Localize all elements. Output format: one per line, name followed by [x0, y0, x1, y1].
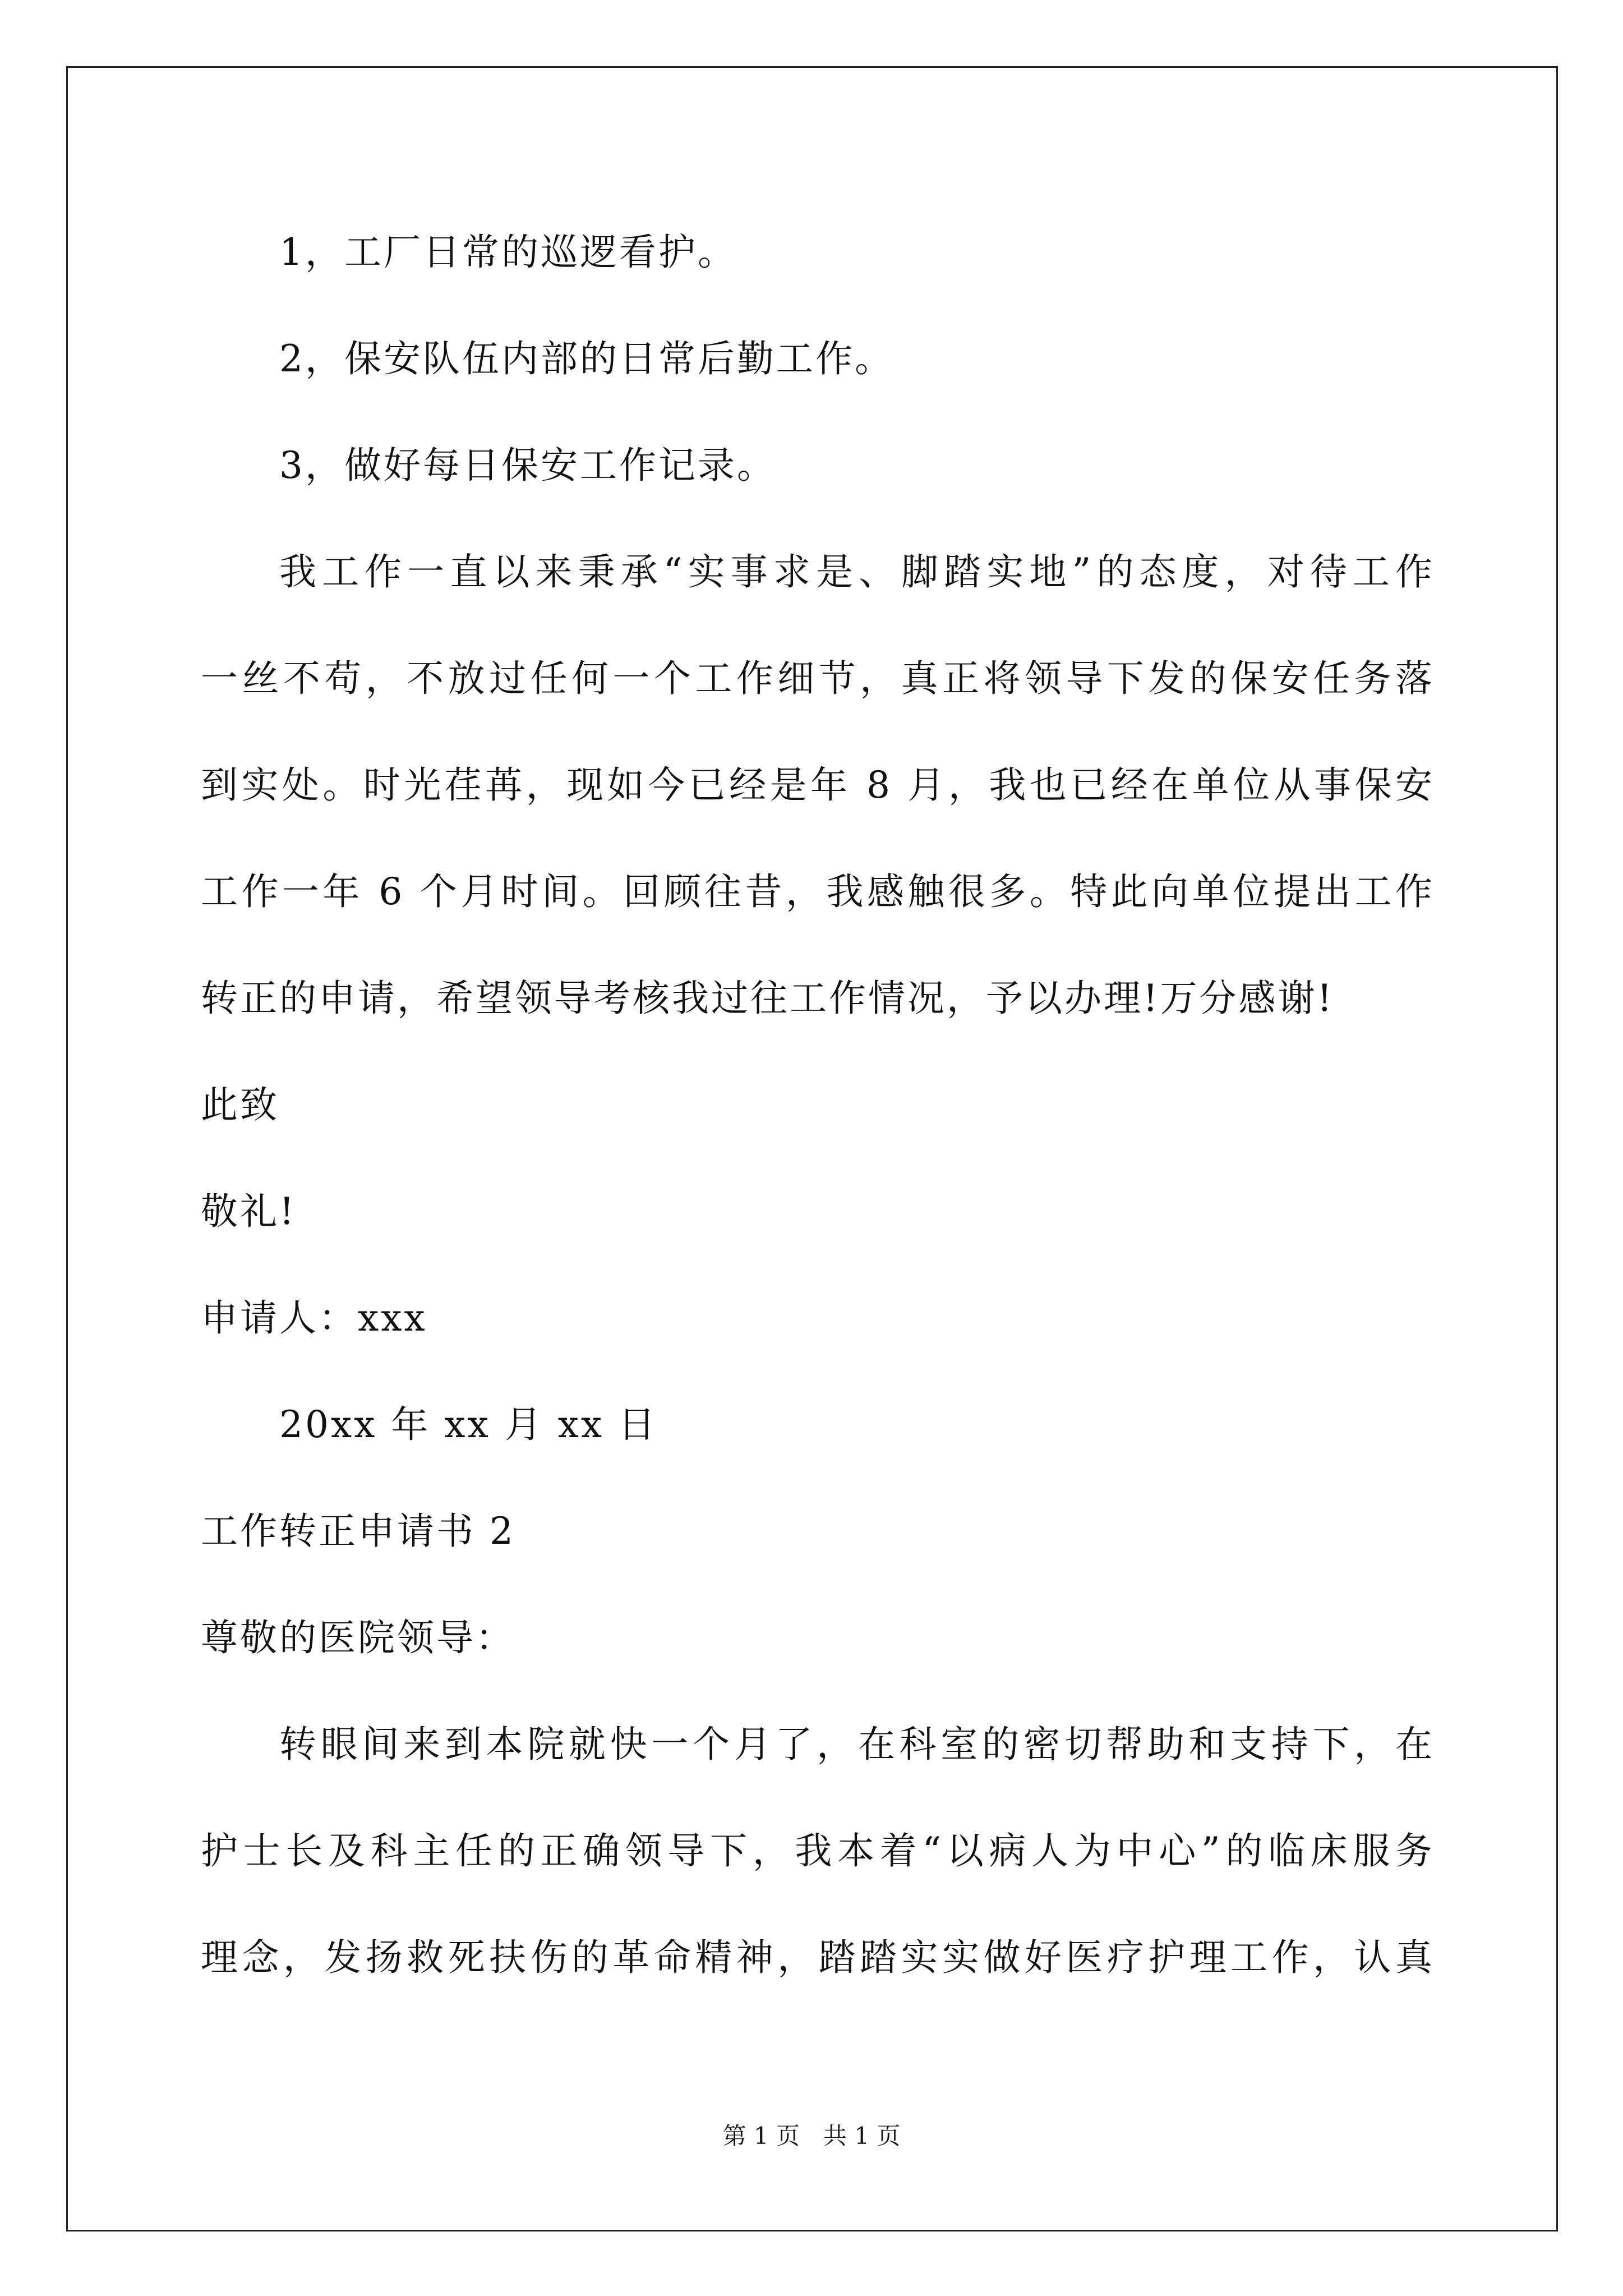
paragraph-line: 转正的申请，希望领导考核我过往工作情况，予以办理!万分感谢! — [201, 977, 1335, 1020]
list-item-2: 2，保安队伍内部的日常后勤工作。 — [279, 337, 894, 380]
closing-salutation: 此致 — [201, 1083, 279, 1126]
paragraph-line: 理念，发扬救死扶伤的革命精神，踏踏实实做好医疗护理工作，认真 — [201, 1936, 1435, 1979]
list-item-1: 1，工厂日常的巡逻看护。 — [279, 231, 737, 274]
paragraph-line: 一丝不苟，不放过任何一个工作细节，真正将领导下发的保安任务落 — [201, 657, 1435, 700]
section-title: 工作转正申请书 2 — [201, 1510, 515, 1553]
greeting-line: 尊敬的医院领导： — [201, 1616, 515, 1659]
page-border — [66, 66, 1558, 2231]
date-line: 20xx 年 xx 月 xx 日 — [279, 1403, 658, 1446]
list-item-3: 3，做好每日保安工作记录。 — [279, 444, 776, 487]
paragraph-line: 转眼间来到本院就快一个月了，在科室的密切帮助和支持下，在 — [279, 1723, 1435, 1766]
paragraph-line: 我工作一直以来秉承“实事求是、脚踏实地”的态度，对待工作 — [279, 550, 1435, 593]
paragraph-line: 到实处。时光荏苒，现如今已经是年 8 月，我也已经在单位从事保安 — [201, 763, 1435, 807]
closing-regards: 敬礼! — [201, 1190, 297, 1233]
paragraph-line: 护士长及科主任的正确领导下，我本着“以病人为中心”的临床服务 — [201, 1829, 1435, 1872]
applicant-line: 申请人：xxx — [201, 1296, 427, 1340]
paragraph-line: 工作一年 6 个月时间。回顾往昔，我感触很多。特此向单位提出工作 — [201, 870, 1435, 913]
page-footer: 第 1 页 共 1 页 — [722, 2122, 901, 2150]
